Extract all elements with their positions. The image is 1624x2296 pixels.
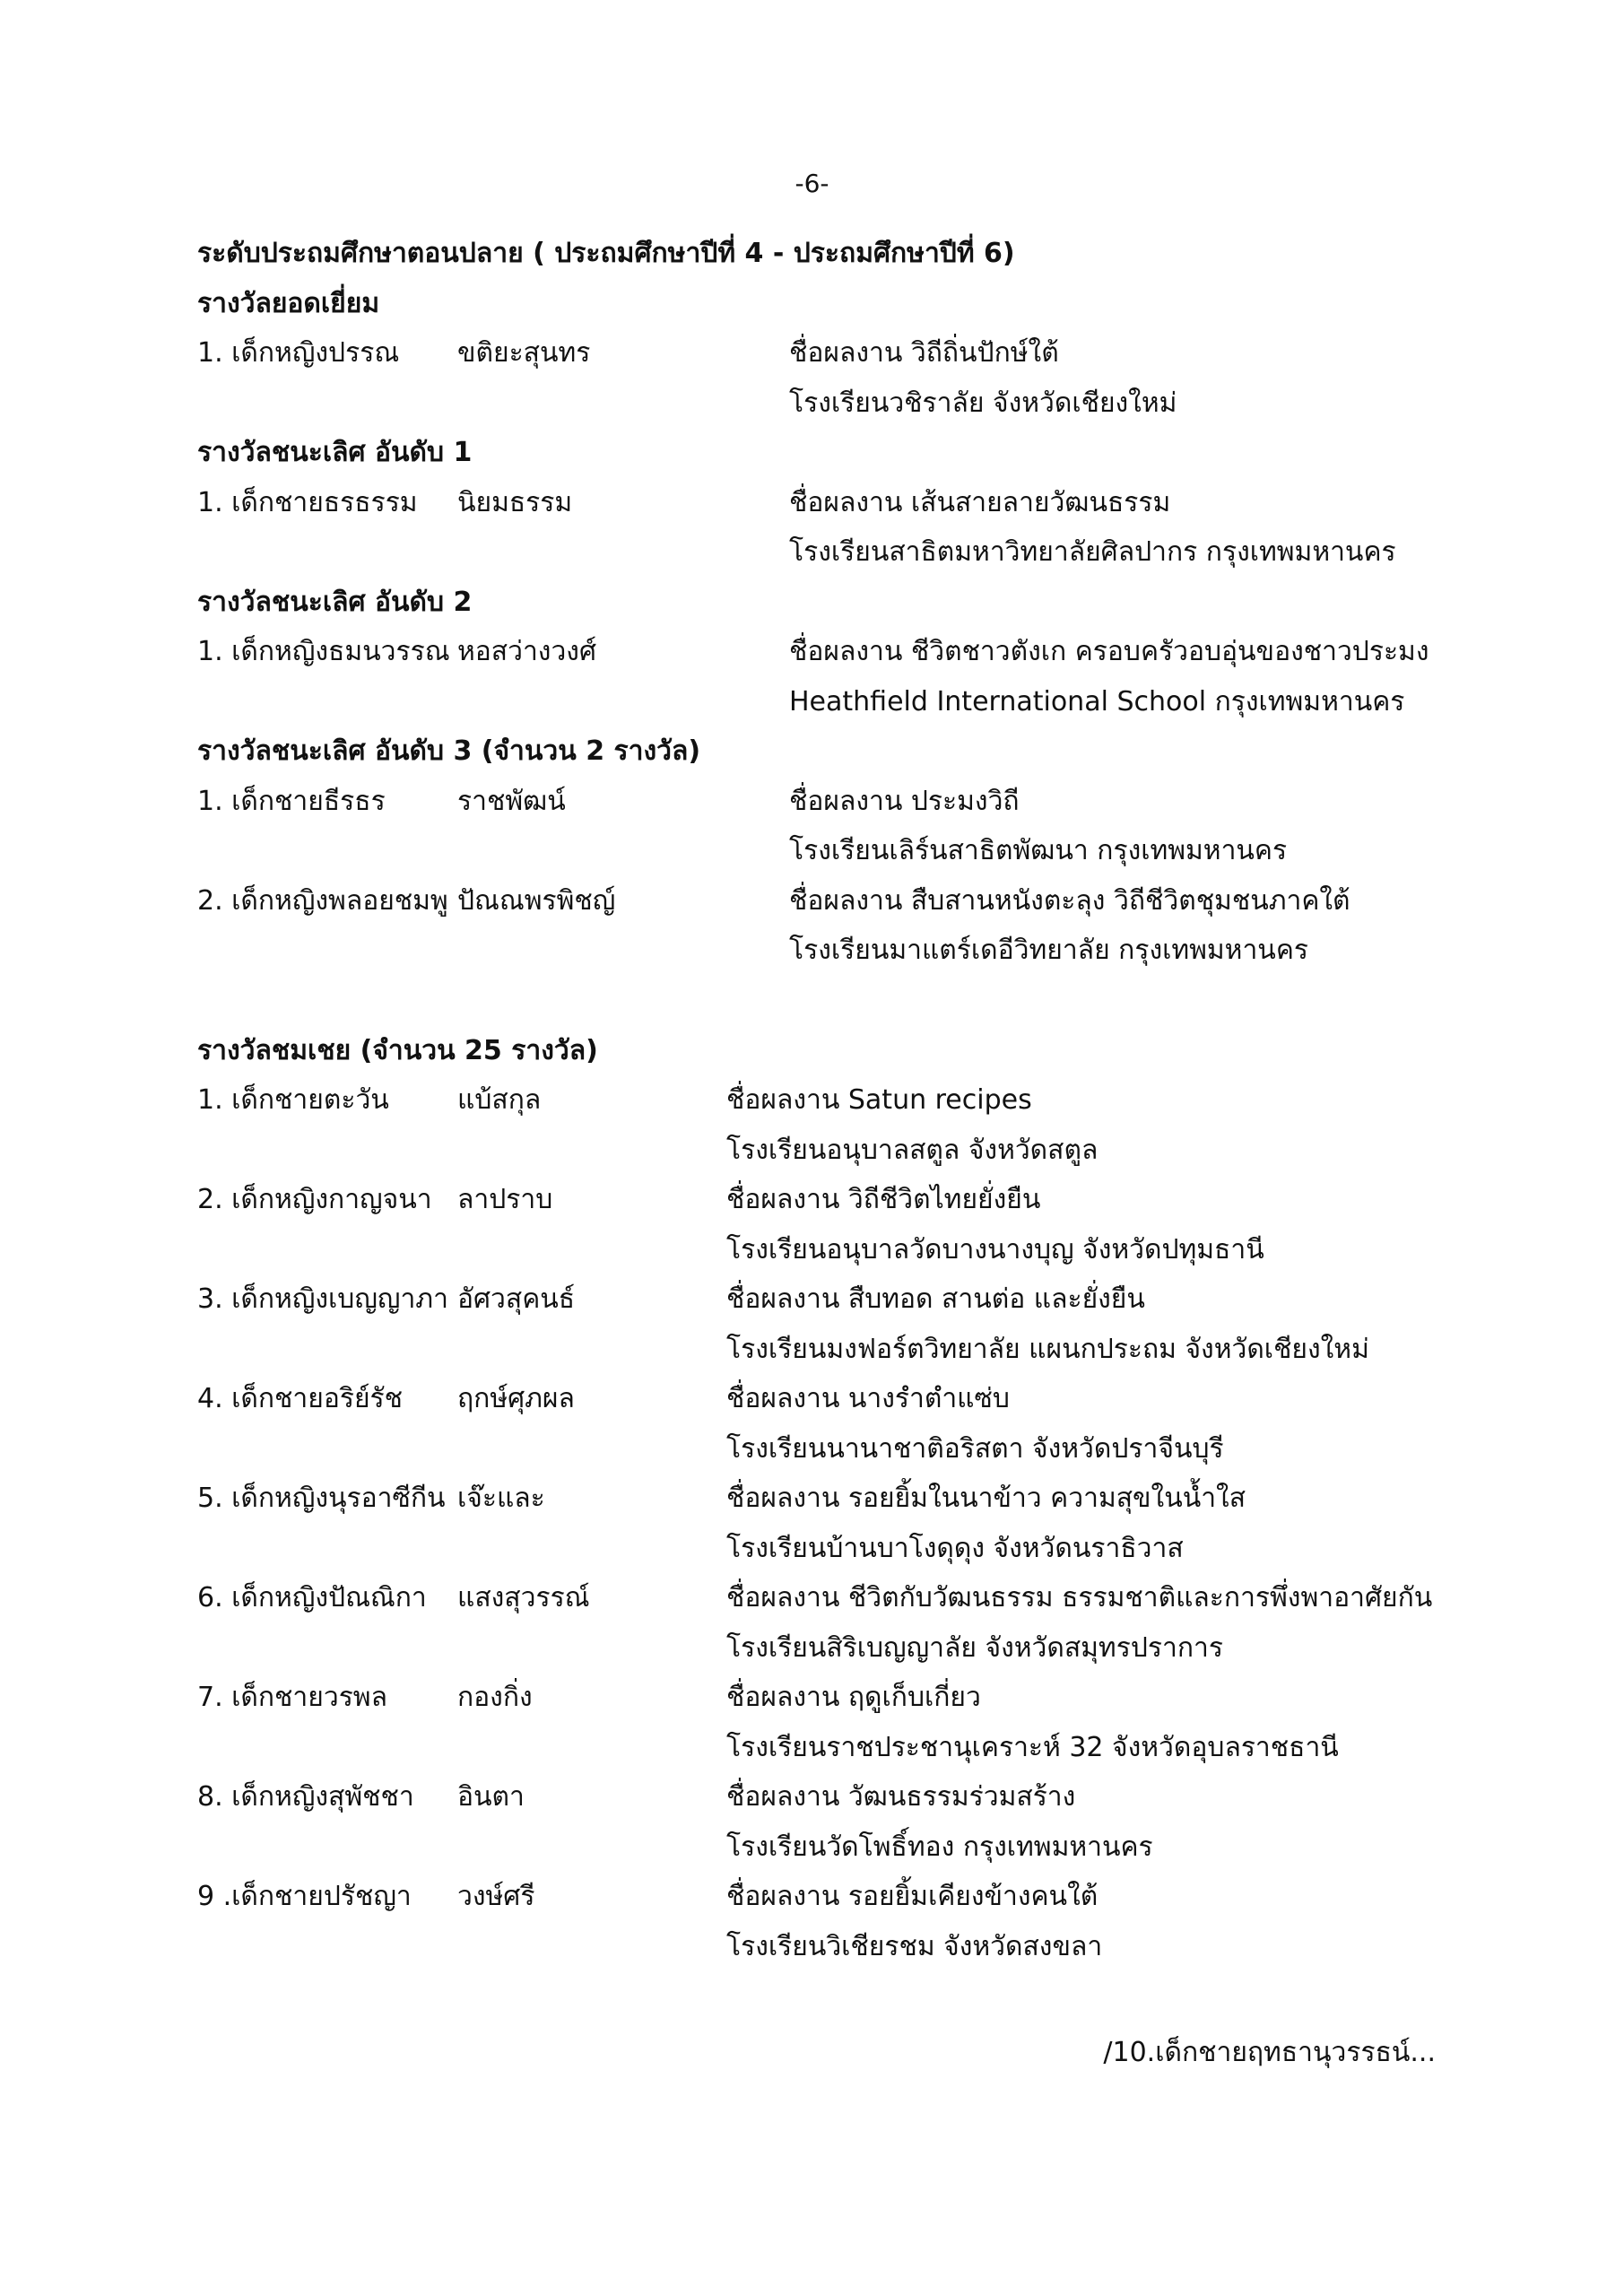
- section-title-honorable-mention: รางวัลชมเชย (จำนวน 25 รางวัล): [197, 1034, 598, 1066]
- student-name: 1. เด็กหญิงธมนวรรณ: [197, 636, 450, 667]
- award-entry: [197, 1673, 1471, 1772]
- work-title: ชื่อผลงาน สืบสานหนังตะลุง วิถีชีวิตชุมชนภาคใต้: [789, 884, 1350, 917]
- student-name: 2. เด็กหญิงกาญจนา: [197, 1184, 432, 1215]
- work-title: ชื่อผลงาน วิถีชีวิตไทยยั่งยืน: [726, 1184, 1041, 1215]
- award-entry: [197, 478, 1471, 578]
- student-surname: แสงสุวรรณ์: [457, 1582, 590, 1613]
- work-title: ชื่อผลงาน ประมงวิถี: [789, 785, 1020, 817]
- student-name: 4. เด็กชายอริย์รัช: [197, 1383, 404, 1414]
- student-name: 1. เด็กชายธรธรรม: [197, 486, 418, 518]
- work-title: ชื่อผลงาน ชีวิตกับวัฒนธรรม ธรรมชาติและการพึ่งพาอาศัยกัน: [726, 1582, 1433, 1613]
- school-name: Heathfield International School กรุงเทพมหานคร: [789, 685, 1405, 718]
- award-entry: [197, 777, 1471, 876]
- award-entry: [197, 328, 1471, 428]
- page-number: -6-: [795, 169, 829, 198]
- school-name: โรงเรียนวชิราลัย จังหวัดเชียงใหม่: [789, 387, 1177, 419]
- student-name: 8. เด็กหญิงสุพัชชา: [197, 1781, 414, 1813]
- work-title: ชื่อผลงาน สืบทอด สานต่อ และยั่งยืน: [726, 1283, 1145, 1315]
- student-name: 7. เด็กชายวรพล: [197, 1682, 387, 1713]
- school-name: โรงเรียนบ้านบาโงดุดุง จังหวัดนราธิวาส: [726, 1532, 1184, 1564]
- section-title-third-place: รางวัลชนะเลิศ อันดับ 3 (จำนวน 2 รางวัล): [197, 735, 701, 767]
- student-name: 1. เด็กหญิงปรรณ: [197, 337, 400, 369]
- work-title: ชื่อผลงาน เส้นสายลายวัฒนธรรม: [789, 486, 1171, 518]
- school-name: โรงเรียนอนุบาลวัดบางนางบุญ จังหวัดปทุมธานี: [726, 1233, 1264, 1265]
- school-name: โรงเรียนวัดโพธิ์ทอง กรุงเทพมหานคร: [726, 1831, 1153, 1863]
- student-name: 2. เด็กหญิงพลอยชมพู: [197, 884, 448, 917]
- award-entry: [197, 1474, 1471, 1573]
- work-title: ชื่อผลงาน รอยยิ้มเคียงข้างคนใต้: [726, 1881, 1099, 1912]
- section-title-second-place: รางวัลชนะเลิศ อันดับ 2: [197, 586, 473, 618]
- school-name: โรงเรียนเลิร์นสาธิตพัฒนา กรุงเทพมหานคร: [789, 835, 1288, 866]
- student-name: 1. เด็กชายตะวัน: [197, 1084, 389, 1116]
- section-title-top-award: รางวัลยอดเยี่ยม: [197, 287, 380, 319]
- school-name: โรงเรียนมงฟอร์ตวิทยาลัย แผนกประถม จังหวัดเชียงใหม่: [726, 1333, 1369, 1365]
- student-surname: อัศวสุคนธ์: [457, 1283, 576, 1315]
- award-entry: [197, 1075, 1471, 1175]
- award-entry: [197, 1374, 1471, 1474]
- continuation-note: /10.เด็กชายฤทธานุวรรธน์...: [1103, 2037, 1436, 2068]
- school-name: โรงเรียนสาธิตมหาวิทยาลัยศิลปากร กรุงเทพมหานคร: [789, 536, 1396, 568]
- work-title: ชื่อผลงาน ชีวิตชาวตังเก ครอบครัวอบอุ่นของชาวประมง: [789, 636, 1429, 667]
- school-name: โรงเรียนมาแตร์เดอีวิทยาลัย กรุงเทพมหานคร: [789, 935, 1308, 966]
- work-title: ชื่อผลงาน ฤดูเก็บเกี่ยว: [726, 1682, 981, 1713]
- award-entry: [197, 1872, 1471, 1971]
- student-name: 6. เด็กหญิงปัณณิกา: [197, 1582, 427, 1613]
- school-name: โรงเรียนวิเชียรชม จังหวัดสงขลา: [726, 1930, 1103, 1962]
- award-entry: [197, 876, 1471, 976]
- school-name: โรงเรียนอนุบาลสตูล จังหวัดสตูล: [726, 1134, 1099, 1166]
- work-title: ชื่อผลงาน Satun recipes: [726, 1084, 1032, 1116]
- student-surname: แบ้สกุล: [457, 1084, 542, 1116]
- work-title: ชื่อผลงาน รอยยิ้มในนาข้าว ความสุขในน้ำใส: [726, 1483, 1246, 1514]
- student-surname: ราชพัฒน์: [457, 785, 566, 817]
- level-title: ระดับประถมศึกษาตอนปลาย ( ประถมศึกษาปีที่ 4 - ประถมศึกษาปีที่ 6): [197, 238, 1015, 269]
- student-surname: กองกิ่ง: [457, 1682, 533, 1713]
- student-surname: ขติยะสุนทร: [457, 337, 591, 369]
- school-name: โรงเรียนสิริเบญญาลัย จังหวัดสมุทรปราการ: [726, 1631, 1223, 1664]
- student-name: 1. เด็กชายธีรธร: [197, 785, 386, 817]
- student-surname: ลาปราบ: [457, 1184, 553, 1215]
- student-surname: ฤกษ์ศุภผล: [457, 1383, 575, 1414]
- section-title-first-place: รางวัลชนะเลิศ อันดับ 1: [197, 437, 473, 468]
- student-surname: อินตา: [457, 1781, 525, 1813]
- work-title: ชื่อผลงาน วัฒนธรรมร่วมสร้าง: [726, 1781, 1076, 1813]
- document-body: [197, 229, 1471, 1971]
- student-surname: นิยมธรรม: [457, 486, 573, 518]
- student-name: 3. เด็กหญิงเบญญาภา: [197, 1283, 448, 1315]
- work-title: ชื่อผลงาน นางรำตำแซ่บ: [726, 1383, 1010, 1414]
- award-entry: [197, 627, 1471, 726]
- student-surname: เจ๊ะและ: [457, 1483, 545, 1514]
- student-surname: หอสว่างวงศ์: [457, 636, 596, 667]
- school-name: โรงเรียนนานาชาติอริสตา จังหวัดปราจีนบุรี: [726, 1432, 1224, 1465]
- honorable-mention-list: [197, 1075, 1471, 1971]
- student-name: 5. เด็กหญิงนุรอาซีกีน: [197, 1483, 446, 1514]
- work-title: ชื่อผลงาน วิถีถิ่นปักษ์ใต้: [789, 337, 1059, 369]
- award-entry: [197, 1573, 1471, 1673]
- student-name: 9 .เด็กชายปรัชญา: [197, 1881, 412, 1912]
- award-entry: [197, 1772, 1471, 1872]
- school-name: โรงเรียนราชประชานุเคราะห์ 32 จังหวัดอุบลราชธานี: [726, 1731, 1339, 1763]
- student-surname: วงษ์ศรี: [457, 1881, 535, 1912]
- award-entry: [197, 1274, 1471, 1374]
- award-entry: [197, 1175, 1471, 1274]
- student-surname: ปัณณพรพิชญ์: [457, 884, 616, 917]
